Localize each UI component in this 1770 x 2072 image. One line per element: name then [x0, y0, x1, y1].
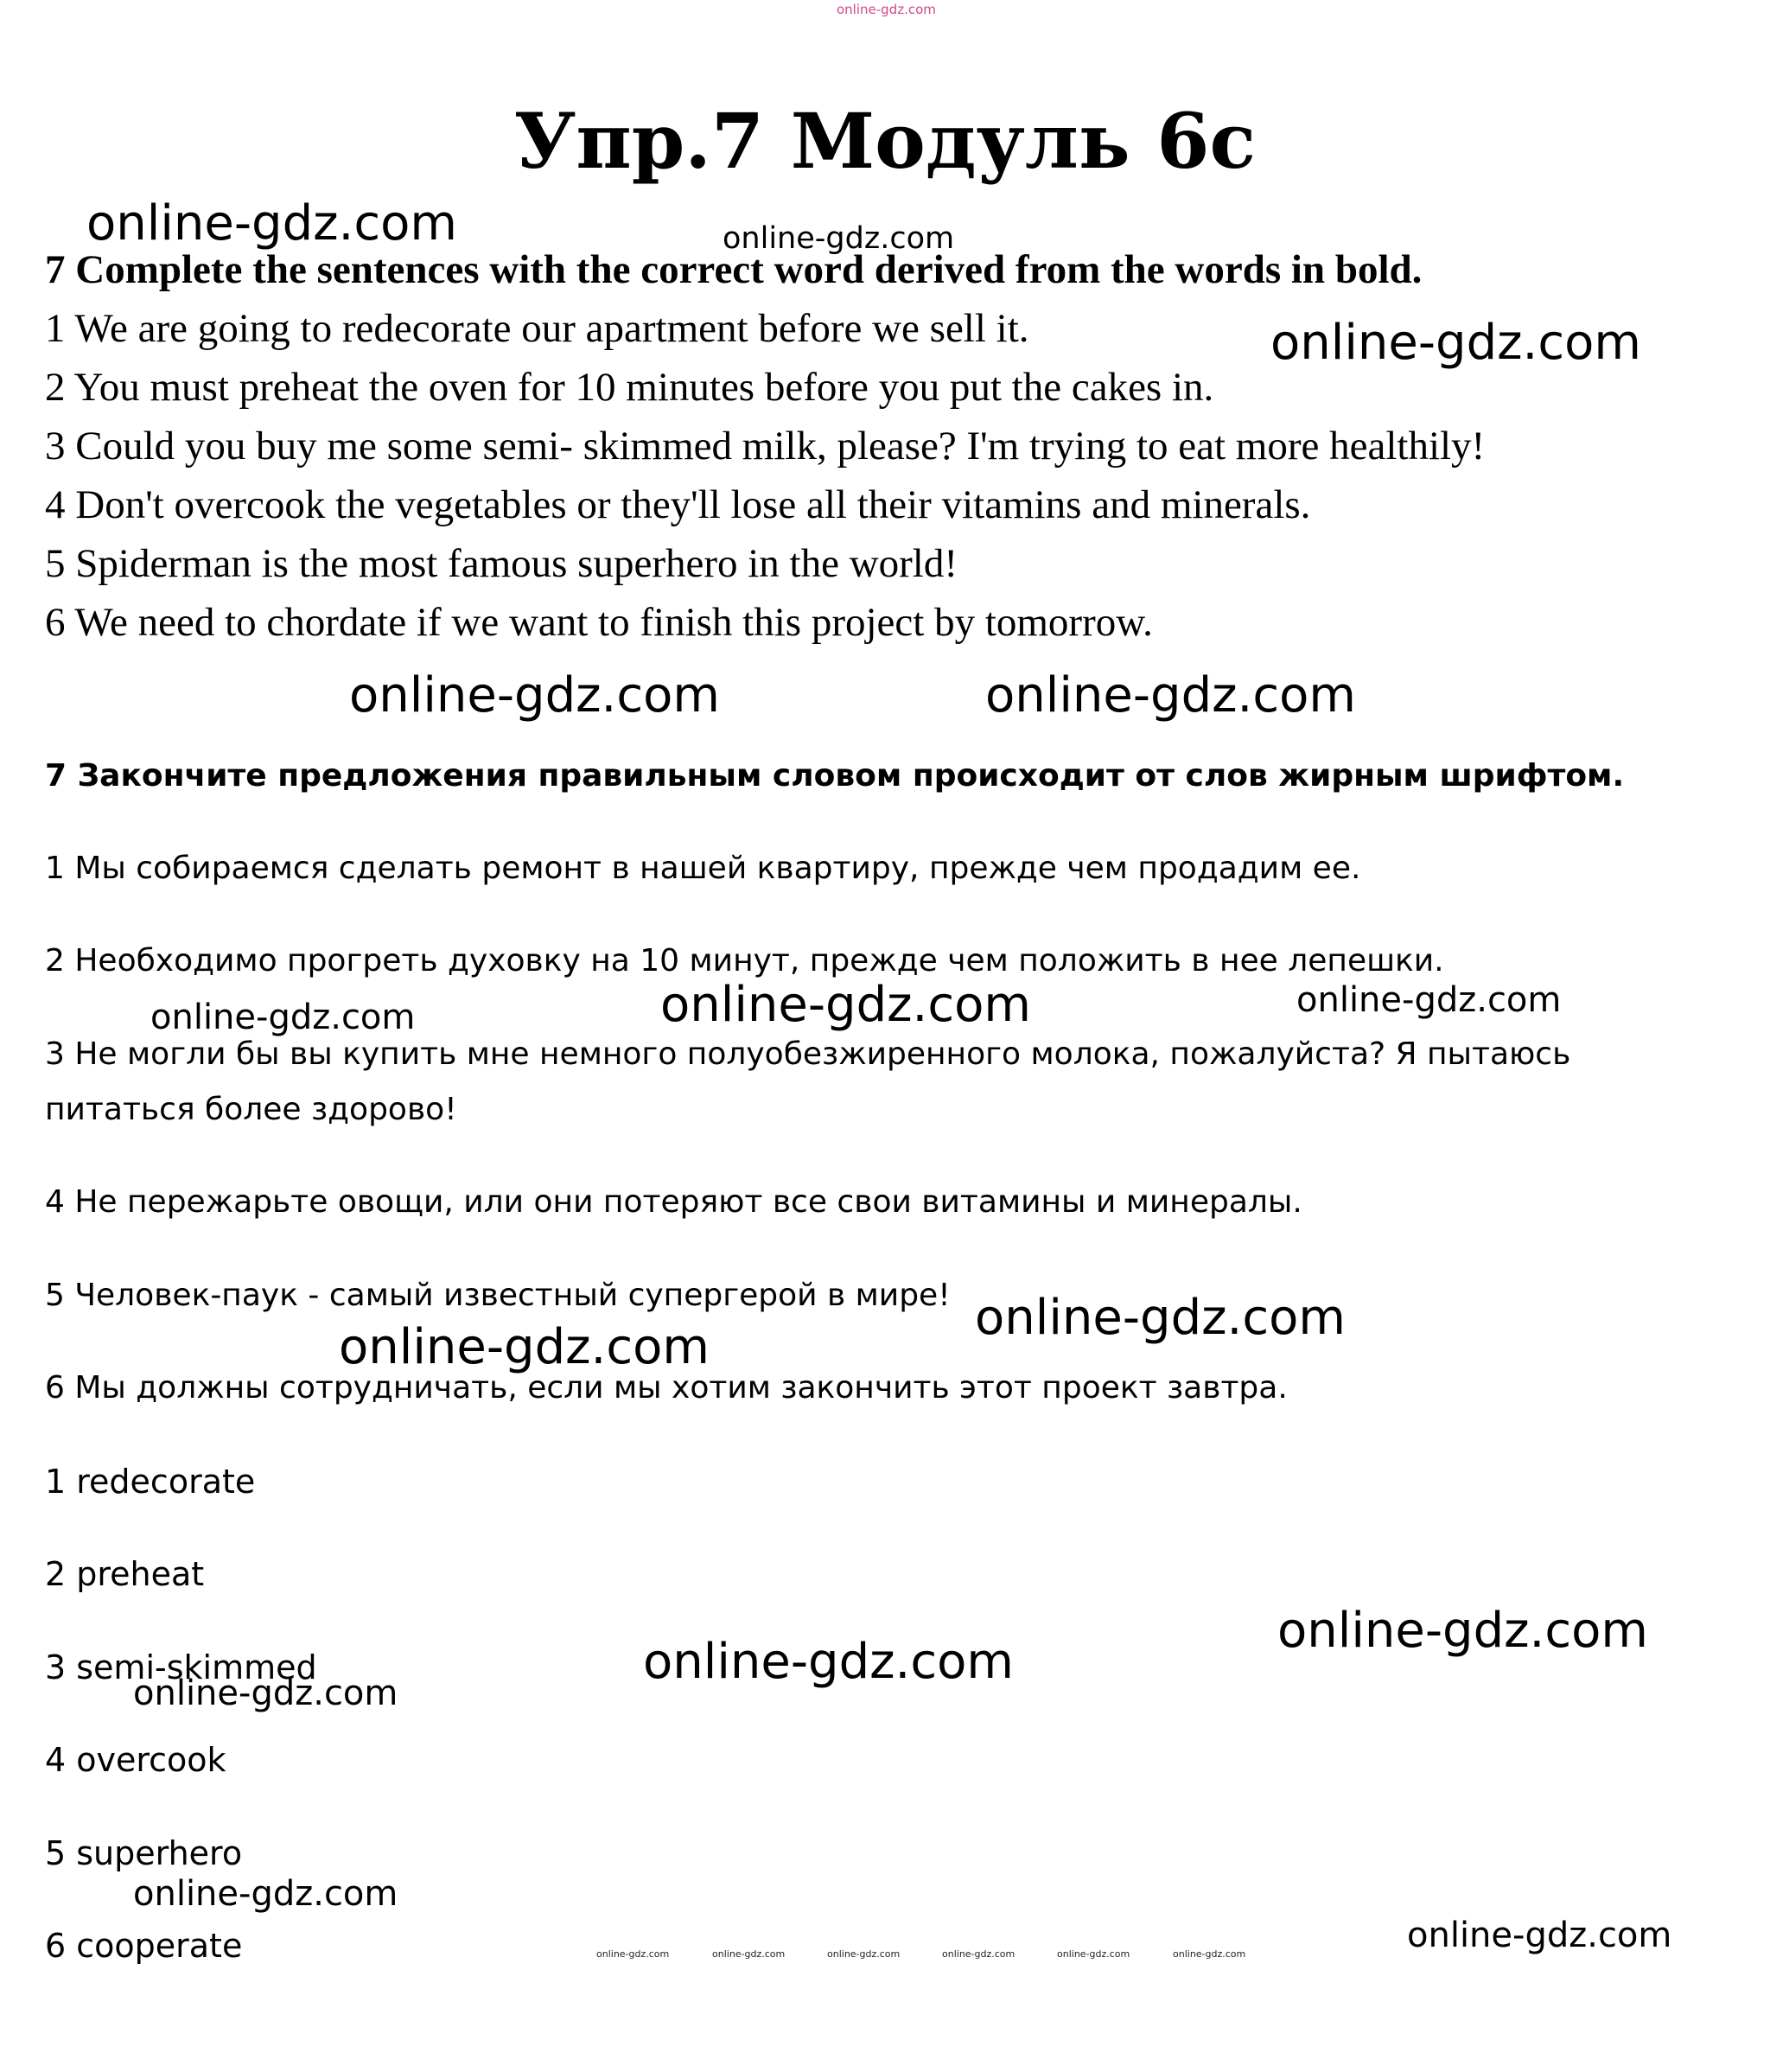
- watermark-small: online-gdz.com: [827, 1948, 901, 1960]
- english-instruction: 7 Complete the sentences with the correct word derived from the words in bold.: [45, 247, 1423, 292]
- watermark-small: online-gdz.com: [1057, 1948, 1130, 1960]
- english-sentence-5: 5 Spiderman is the most famous superhero in the world!: [45, 541, 958, 586]
- answer-4: 4 overcook: [45, 1741, 226, 1779]
- watermark: online-gdz.com: [643, 1634, 1014, 1690]
- english-sentence-3: 3 Could you buy me some semi- skimmed milk, please? I'm trying to eat more healthily!: [45, 424, 1486, 469]
- russian-sentence-1: 1 Мы собираемся сделать ремонт в нашей квартиру, прежде чем продадим ее.: [45, 851, 1361, 886]
- watermark: online-gdz.com: [86, 195, 457, 252]
- watermark: online-gdz.com: [975, 1290, 1346, 1346]
- page-title: Упр.7 Модуль 6с: [513, 96, 1257, 186]
- answer-2: 2 preheat: [45, 1555, 205, 1593]
- english-sentence-4: 4 Don't overcook the vegetables or they'll lose all their vitamins and minerals.: [45, 482, 1311, 527]
- russian-sentence-3: 3 Не могли бы вы купить мне немного полуобезжиренного молока, пожалуйста? Я пытаюсь: [45, 1036, 1571, 1072]
- watermark: online-gdz.com: [723, 221, 955, 256]
- watermark: online-gdz.com: [150, 998, 416, 1037]
- watermark: online-gdz.com: [1296, 980, 1562, 1020]
- english-sentence-1: 1 We are going to redecorate our apartment before we sell it.: [45, 306, 1029, 351]
- watermark-top: online-gdz.com: [837, 2, 936, 17]
- watermark: online-gdz.com: [1270, 315, 1641, 371]
- answer-3: 3 semi-skimmed: [45, 1648, 317, 1686]
- russian-sentence-6: 6 Мы должны сотрудничать, если мы хотим закончить этот проект завтра.: [45, 1370, 1288, 1406]
- russian-sentence-5: 5 Человек-паук - самый известный супергерой в мире!: [45, 1278, 951, 1313]
- watermark: online-gdz.com: [1407, 1916, 1672, 1955]
- english-sentence-2: 2 You must preheat the oven for 10 minutes before you put the cakes in.: [45, 365, 1214, 410]
- russian-sentence-3-cont: питаться более здорово!: [45, 1092, 457, 1127]
- watermark: online-gdz.com: [349, 667, 720, 724]
- watermark-small: online-gdz.com: [942, 1948, 1016, 1960]
- watermark: online-gdz.com: [133, 1674, 398, 1713]
- answer-1: 1 redecorate: [45, 1463, 256, 1501]
- watermark: online-gdz.com: [660, 977, 1031, 1033]
- watermark-small: online-gdz.com: [596, 1948, 670, 1960]
- answer-5: 5 superhero: [45, 1834, 243, 1872]
- russian-sentence-4: 4 Не пережарьте овощи, или они потеряют все свои витамины и минералы.: [45, 1184, 1302, 1220]
- russian-sentence-2: 2 Необходимо прогреть духовку на 10 минут, прежде чем положить в нее лепешки.: [45, 943, 1444, 979]
- answer-6: 6 cooperate: [45, 1927, 243, 1965]
- watermark-small: online-gdz.com: [712, 1948, 786, 1960]
- english-sentence-6: 6 We need to chordate if we want to finish this project by tomorrow.: [45, 600, 1153, 645]
- watermark: online-gdz.com: [133, 1874, 398, 1914]
- watermark: online-gdz.com: [985, 667, 1356, 724]
- watermark: online-gdz.com: [1277, 1603, 1648, 1659]
- watermark: online-gdz.com: [339, 1319, 710, 1375]
- watermark-small: online-gdz.com: [1173, 1948, 1246, 1960]
- russian-instruction: 7 Закончите предложения правильным словом происходит от слов жирным шрифтом.: [45, 758, 1625, 794]
